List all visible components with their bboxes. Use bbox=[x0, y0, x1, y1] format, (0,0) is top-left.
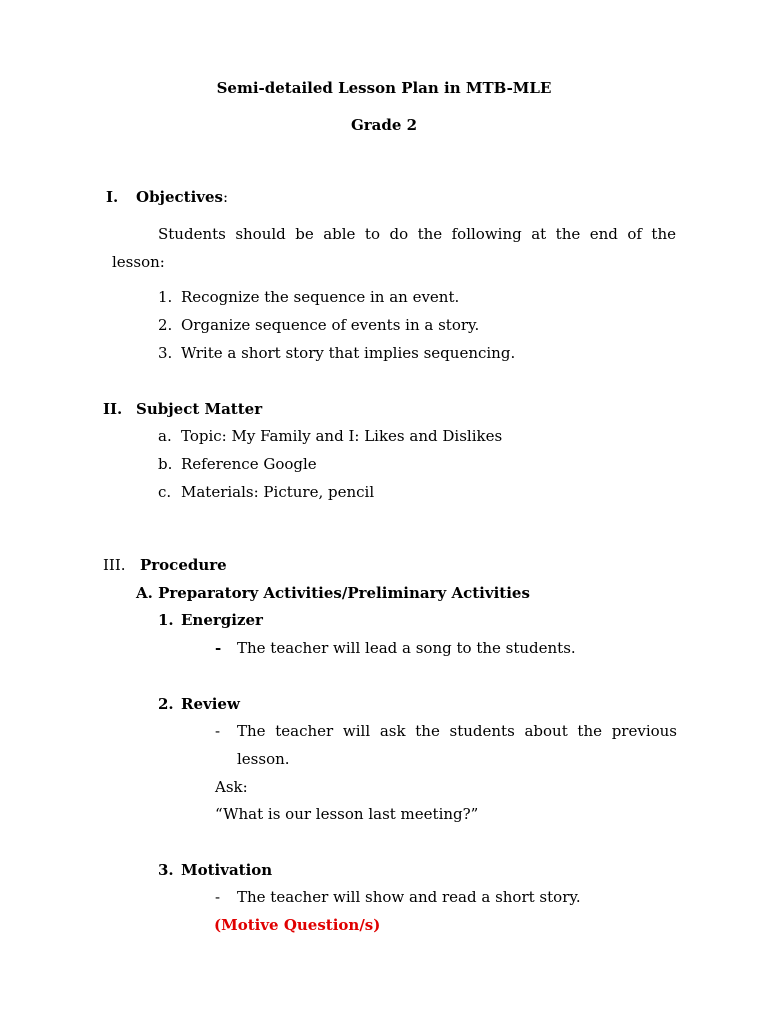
objective-item-2: Organize sequence of events in a story. bbox=[181, 316, 480, 334]
step-marker-review: 2. bbox=[158, 695, 174, 713]
energizer-bullet: - bbox=[215, 639, 222, 657]
grade-heading: Grade 2 bbox=[350, 116, 418, 134]
subject-item-topic: Topic: My Family and I: Likes and Dislikes bbox=[181, 427, 503, 445]
motivation-bullet: - bbox=[215, 888, 221, 906]
section-heading-subject-matter: Subject Matter bbox=[136, 400, 263, 418]
section-numeral-objectives: I. bbox=[106, 188, 119, 206]
objective-item-3: Write a short story that implies sequencing. bbox=[181, 344, 516, 362]
review-ask-label: Ask: bbox=[215, 778, 248, 796]
procedure-subheading: A. Preparatory Activities/Preliminary Activities bbox=[136, 584, 530, 602]
motivation-text: The teacher will show and read a short story. bbox=[237, 888, 581, 906]
motive-questions-note: (Motive Question/s) bbox=[214, 916, 381, 934]
subject-item-reference: Reference Google bbox=[181, 455, 317, 473]
objectives-heading-text: Objectives bbox=[136, 188, 223, 206]
subject-item-materials: Materials: Picture, pencil bbox=[181, 483, 375, 501]
step-marker-energizer: 1. bbox=[158, 611, 174, 629]
objective-marker-1: 1. bbox=[158, 288, 173, 306]
objectives-intro-line2: lesson: bbox=[112, 253, 165, 271]
section-heading-procedure: Procedure bbox=[140, 556, 227, 574]
review-text-line1: The teacher will ask the students about the previous bbox=[237, 722, 677, 740]
objective-item-1: Recognize the sequence in an event. bbox=[181, 288, 460, 306]
step-title-motivation: Motivation bbox=[181, 861, 273, 879]
step-marker-motivation: 3. bbox=[158, 861, 174, 879]
section-numeral-procedure: III. bbox=[103, 556, 126, 574]
subject-marker-c: c. bbox=[158, 483, 172, 501]
review-text-line2: lesson. bbox=[237, 750, 290, 768]
objective-marker-2: 2. bbox=[158, 316, 173, 334]
step-title-energizer: Energizer bbox=[181, 611, 263, 629]
document-title: Semi-detailed Lesson Plan in MTB-MLE bbox=[216, 79, 552, 97]
section-numeral-subject-matter: II. bbox=[103, 400, 123, 418]
section-heading-objectives bbox=[136, 188, 228, 206]
objectives-heading-colon: : bbox=[223, 188, 229, 206]
objectives-intro-line1: Students should be able to do the following at the end of the bbox=[158, 225, 676, 243]
energizer-text: The teacher will lead a song to the students. bbox=[237, 639, 576, 657]
review-bullet: - bbox=[215, 722, 221, 740]
subject-marker-b: b. bbox=[158, 455, 173, 473]
objective-marker-3: 3. bbox=[158, 344, 173, 362]
subject-marker-a: a. bbox=[158, 427, 172, 445]
step-title-review: Review bbox=[181, 695, 240, 713]
review-question: “What is our lesson last meeting?” bbox=[215, 805, 479, 823]
